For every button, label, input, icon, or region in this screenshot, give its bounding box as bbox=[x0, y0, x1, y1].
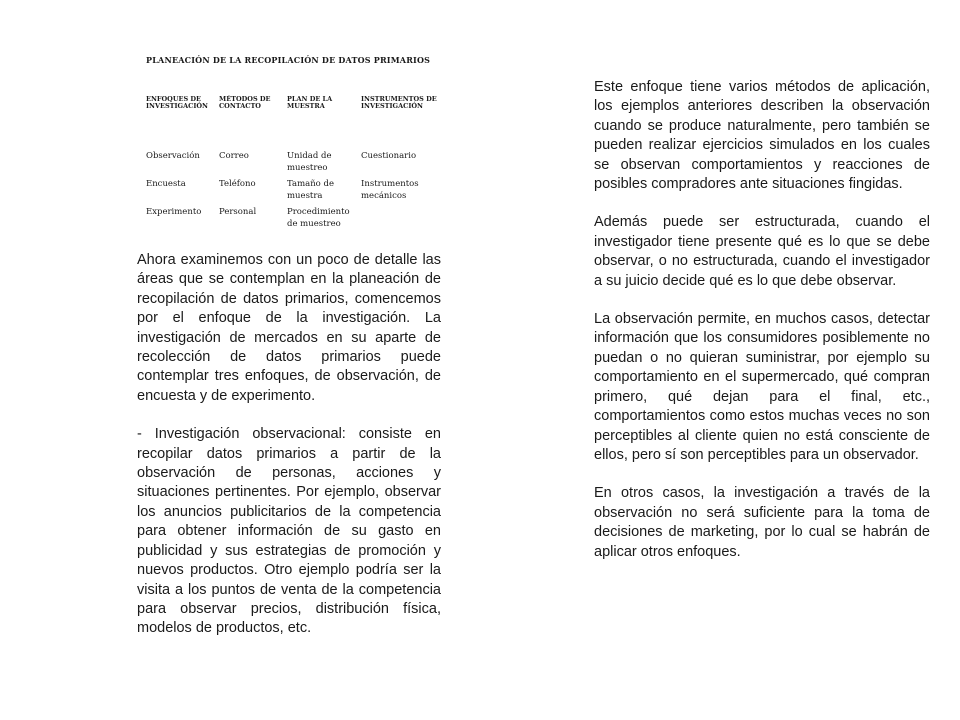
table-cell: Tamaño de muestra bbox=[287, 179, 334, 201]
table-header-row bbox=[146, 78, 446, 128]
paragraph: En otros casos, la investigación a través de la observación no será suficiente para la toma de decisiones de marketing, por lo cual se habrán de aplicar otros enfoques. bbox=[594, 485, 930, 560]
planning-table bbox=[146, 78, 446, 234]
paragraph: Ahora examinemos con un poco de detalle las áreas que se contemplan en la planeación de recopilación de datos primarios, comencemos por el enfoque de la investigación. La investigación de mercados en su aparte de recolección de datos primarios puede contemplar tres enfoques, de observación, de encuesta y de experimento. bbox=[137, 252, 441, 404]
table-cell: Cuestionario bbox=[361, 151, 417, 161]
header-sampling-plan: PLAN DE LA MUESTRA bbox=[287, 95, 333, 110]
table-cell: Experimento bbox=[146, 207, 202, 217]
table-row bbox=[146, 178, 446, 206]
table-cell: Instrumentos mecánicos bbox=[361, 179, 419, 201]
table-cell bbox=[361, 206, 446, 234]
table-cell: Correo bbox=[219, 151, 249, 161]
table-cell: Personal bbox=[219, 207, 257, 217]
header-contact-methods: MÉTODOS DE CONTACTO bbox=[219, 95, 271, 110]
table-cell: Encuesta bbox=[146, 179, 186, 189]
paragraph: Además puede ser estructurada, cuando el investigador tiene presente qué es lo que se debe observar, o no estructurada, cuando el investigador a su juicio decide qué es lo que debe observar. bbox=[594, 214, 930, 289]
table-cell: Unidad de muestreo bbox=[287, 151, 332, 173]
table-cell: Observación bbox=[146, 151, 200, 161]
paragraph: La observación permite, en muchos casos, detectar información que los consumidores posiblemente no puedan o no quieran suministrar, por ejemplo su comportamiento en el supermercado, qué compran primero, qué dejan para el final, etc., comportamientos como estos muchas veces no son perceptibles al cliente quien no está consciente de ellos, pero sí son perceptibles para un observador. bbox=[594, 311, 930, 463]
right-text-column bbox=[594, 78, 930, 581]
left-text-column bbox=[137, 251, 441, 658]
table-cell: Teléfono bbox=[219, 179, 256, 189]
table-row bbox=[146, 128, 446, 178]
header-research-approaches: ENFOQUES DE INVESTIGACIÓN bbox=[146, 95, 208, 110]
table-title: PLANEACIÓN DE LA RECOPILACIÓN DE DATOS PRIMARIOS bbox=[146, 55, 431, 65]
table-row bbox=[146, 206, 446, 234]
paragraph: - Investigación observacional: consiste en recopilar datos primarios a partir de la observación de personas, acciones y situaciones pertinentes. Por ejemplo, observar los anuncios publicitarios de la competencia para obtener información de su gasto en publicidad y sus estrategias de promoción y nuevos productos. Otro ejemplo podría ser la visita a los puntos de venta de la competencia para observar precios, distribución física, modelos de productos, etc. bbox=[137, 426, 441, 637]
table-cell: Procedimiento de muestreo bbox=[287, 207, 350, 229]
header-research-instruments: INSTRUMENTOS DE INVESTIGACIÓN bbox=[361, 95, 437, 110]
paragraph: Este enfoque tiene varios métodos de aplicación, los ejemplos anteriores describen la observación cuando se produce naturalmente, pero también se pueden realizar ejercicios simulados en los cuales se observan comportamientos y reacciones de posibles compradores ante situaciones fingidas. bbox=[594, 79, 930, 193]
